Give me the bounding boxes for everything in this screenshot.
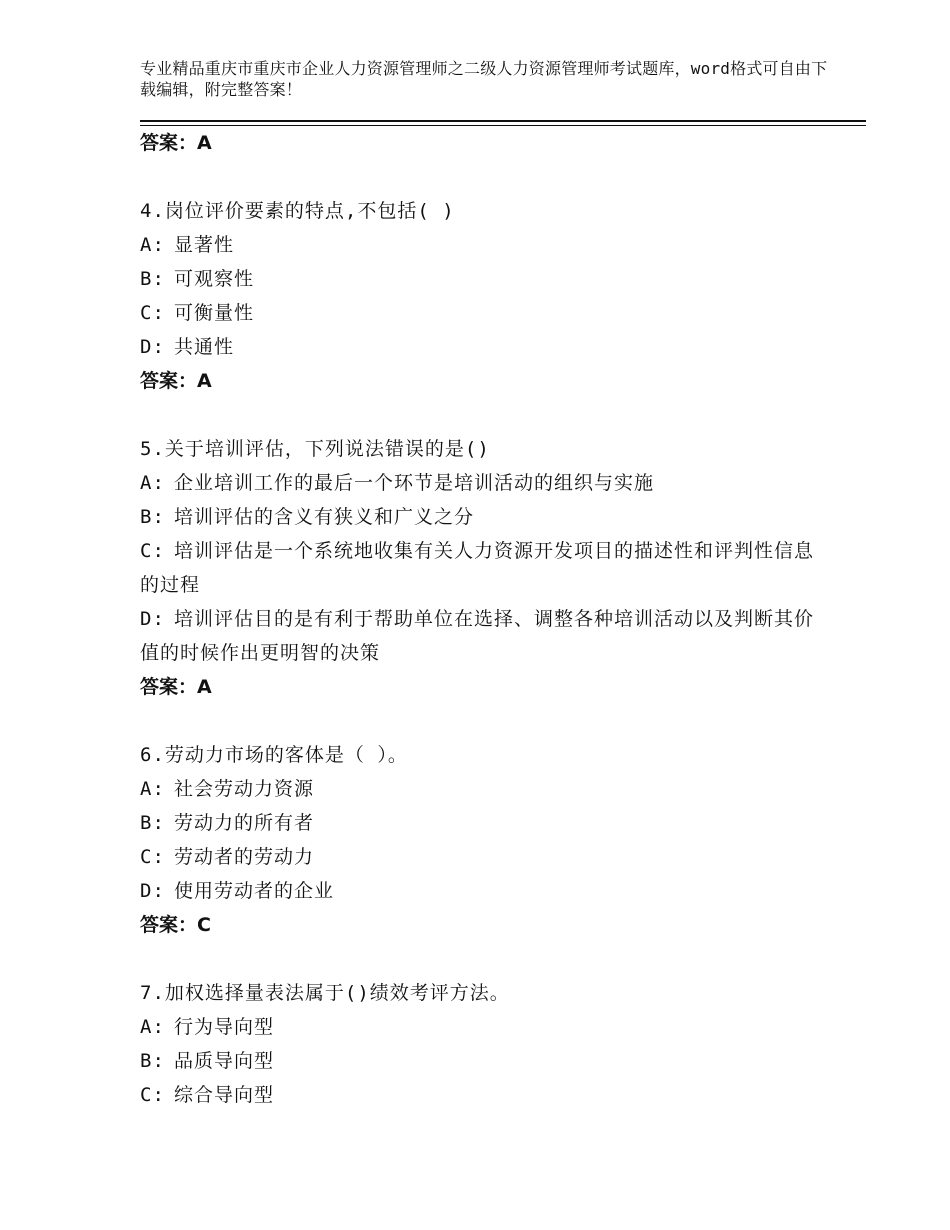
option-label: B: (140, 1050, 165, 1072)
option-label: D: (140, 336, 165, 358)
option-label: C: (140, 1084, 165, 1106)
option-row (140, 466, 830, 500)
option-text: 可观察性 (174, 268, 255, 290)
option-text: 企业培训工作的最后一个环节是培训活动的组织与实施 (174, 472, 655, 494)
question-stem: 6.劳动力市场的客体是（ ）。 (140, 744, 408, 766)
answer-line (140, 126, 830, 160)
option-text: 综合导向型 (174, 1084, 275, 1106)
answer-prefix: 答案： (140, 132, 198, 154)
question-list (140, 126, 830, 1112)
option-text: 行为导向型 (174, 1016, 275, 1038)
option-text: 培训评估目的是有利于帮助单位在选择、调整各种培训活动以及判断其价值的时候作出更明智的决策 (140, 608, 815, 664)
option-label: A: (140, 1016, 165, 1038)
questions-container (140, 160, 830, 1112)
option-text: 劳动力的所有者 (174, 812, 315, 834)
option-row (140, 534, 830, 602)
option-label: A: (140, 472, 165, 494)
option-label: D: (140, 880, 165, 902)
answer-value: A (197, 132, 212, 154)
option-text: 社会劳动力资源 (174, 778, 315, 800)
option-text: 共通性 (174, 336, 235, 358)
option-row (140, 1044, 830, 1078)
option-label: C: (140, 302, 165, 324)
answer-prefix: 答案： (140, 676, 198, 698)
answer-prefix: 答案： (140, 914, 198, 936)
option-row (140, 228, 830, 262)
option-label: B: (140, 268, 165, 290)
question-gap (140, 398, 830, 432)
option-row (140, 874, 830, 908)
option-row (140, 840, 830, 874)
option-row (140, 500, 830, 534)
page-header: 专业精品重庆市重庆市企业人力资源管理师之二级人力资源管理师考试题库，word格式可自由下载编辑，附完整答案！ (140, 59, 828, 99)
option-row (140, 330, 830, 364)
question-gap (140, 704, 830, 738)
question-block (140, 194, 830, 398)
option-label: C: (140, 846, 165, 868)
question-stem: 5.关于培训评估，下列说法错误的是() (140, 438, 490, 460)
question-block (140, 738, 830, 942)
option-row (140, 1078, 830, 1112)
option-text: 可衡量性 (174, 302, 255, 324)
option-row (140, 772, 830, 806)
question-block (140, 976, 830, 1112)
option-text: 使用劳动者的企业 (174, 880, 335, 902)
answer-value: C (197, 914, 211, 936)
answer-line (140, 364, 830, 398)
option-text: 显著性 (174, 234, 235, 256)
option-label: B: (140, 812, 165, 834)
option-text: 培训评估是一个系统地收集有关人力资源开发项目的描述性和评判性信息的过程 (140, 540, 815, 596)
question-stem: 7.加权选择量表法属于()绩效考评方法。 (140, 982, 510, 1004)
option-text: 培训评估的含义有狭义和广义之分 (174, 506, 475, 528)
answer-value: A (197, 676, 212, 698)
question-stem: 4.岗位评价要素的特点,不包括( ) (140, 200, 455, 222)
option-label: A: (140, 234, 165, 256)
option-row (140, 806, 830, 840)
question-gap (140, 942, 830, 976)
option-text: 劳动者的劳动力 (174, 846, 315, 868)
option-label: D: (140, 608, 165, 630)
option-label: B: (140, 506, 165, 528)
option-label: A: (140, 778, 165, 800)
option-label: C: (140, 540, 165, 562)
option-row (140, 296, 830, 330)
answer-line (140, 670, 830, 704)
answer-value: A (197, 370, 212, 392)
option-row (140, 262, 830, 296)
header-rule-thick (140, 120, 866, 122)
answer-line (140, 908, 830, 942)
option-row (140, 1010, 830, 1044)
question-gap (140, 160, 830, 194)
question-block (140, 432, 830, 704)
option-row (140, 602, 830, 670)
answer-prefix: 答案： (140, 370, 198, 392)
option-text: 品质导向型 (174, 1050, 275, 1072)
